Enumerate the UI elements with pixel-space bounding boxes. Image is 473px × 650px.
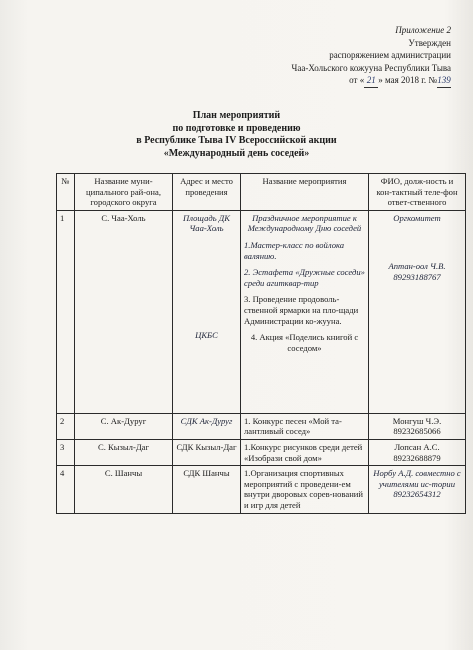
row-address: СДК Ак-Дуруг [173,413,241,439]
row-num: 2 [57,413,75,439]
table-header-row [57,174,466,211]
title-line-3: в Республике Тыва IV Всероссийской акции [136,135,337,146]
date-day: 21 [364,74,378,88]
title-line-1: План мероприятий [192,110,281,121]
approved-label: Утвержден [408,37,451,48]
decree-label: распоряжением администрации [329,50,451,60]
table-row [57,466,466,513]
table-row [57,413,466,439]
decree-number: 139 [437,74,451,88]
row-district: С. Чаа-Холь [75,210,173,413]
document-title [0,110,473,160]
row-contact: Лопсан А.С. 89232688879 [369,439,466,465]
address-ckbs: ЦКБС [195,329,218,340]
contact-person: Аптан-оол Ч.В. 89293188767 [388,261,446,282]
event-item: 3. Проведение продоволь-ственной ярмарки на пло-щади Администрации ко-жууна. [244,294,359,326]
row-district: С. Ак-Дуруг [75,413,173,439]
row-num: 4 [57,466,75,513]
header-address: Адрес и место проведения [173,174,241,211]
row-address [173,210,241,413]
row-contact: Норбу А.Д. совместно с учителями ис-тории 89232654312 [369,466,466,513]
event-item: 2. Эстафета «Дружные соседи» среди агитквар-тир [244,267,365,288]
events-table [56,173,466,514]
row-address: СДК Шанчы [173,466,241,513]
title-line-4: «Международный день соседей» [163,147,310,159]
row-district: С. Шанчы [75,466,173,513]
row-num: 1 [57,210,75,413]
row-address: СДК Кызыл-Даг [173,439,241,465]
appendix-label: Приложение 2 [395,25,451,35]
event-item: 4. Акция «Поделись книгой с соседом» [250,332,359,353]
table-row [57,439,466,465]
approval-header [292,24,451,88]
address-square: Площадь ДК Чаа-Холь [183,212,230,234]
row-num: 3 [57,439,75,465]
event-item: Праздничное мероприятие к Международному Дню соседей [247,212,362,234]
header-contact: ФИО, долж-ность и кон-тактный теле-фон ответ-ственного [369,174,466,211]
row-district: С. Кызыл-Даг [75,439,173,465]
row-contact: Монгуш Ч.Э. 89232685066 [369,413,466,439]
row-events [241,210,369,413]
header-num: № [57,174,75,211]
row-contact [369,210,466,413]
title-line-2: по подготовке и проведению [172,122,301,134]
row-event: 1.Конкурс рисунков среди детей «Изобрази свой дом» [241,439,369,465]
contact-committee: Оргкомитет [393,212,441,223]
row-event: 1. Конкурс песен «Мой та-лантливый сосед» [241,413,369,439]
header-district: Название муни-ципального рай-она, городского округа [75,174,173,211]
header-event: Название мероприятия [241,174,369,211]
decree-date: от « 21 » мая 2018 г. №139 [292,74,451,88]
row-event: 1.Организация спортивных мероприятий с проведени-ем внутри дворовых сорев-нований и игр для детей [241,466,369,513]
event-item: 1.Мастер-класс по войлока валянию. [244,239,345,261]
table-row [57,210,466,413]
region-label: Чаа-Хольского кожууна Республики Тыва [291,62,451,73]
